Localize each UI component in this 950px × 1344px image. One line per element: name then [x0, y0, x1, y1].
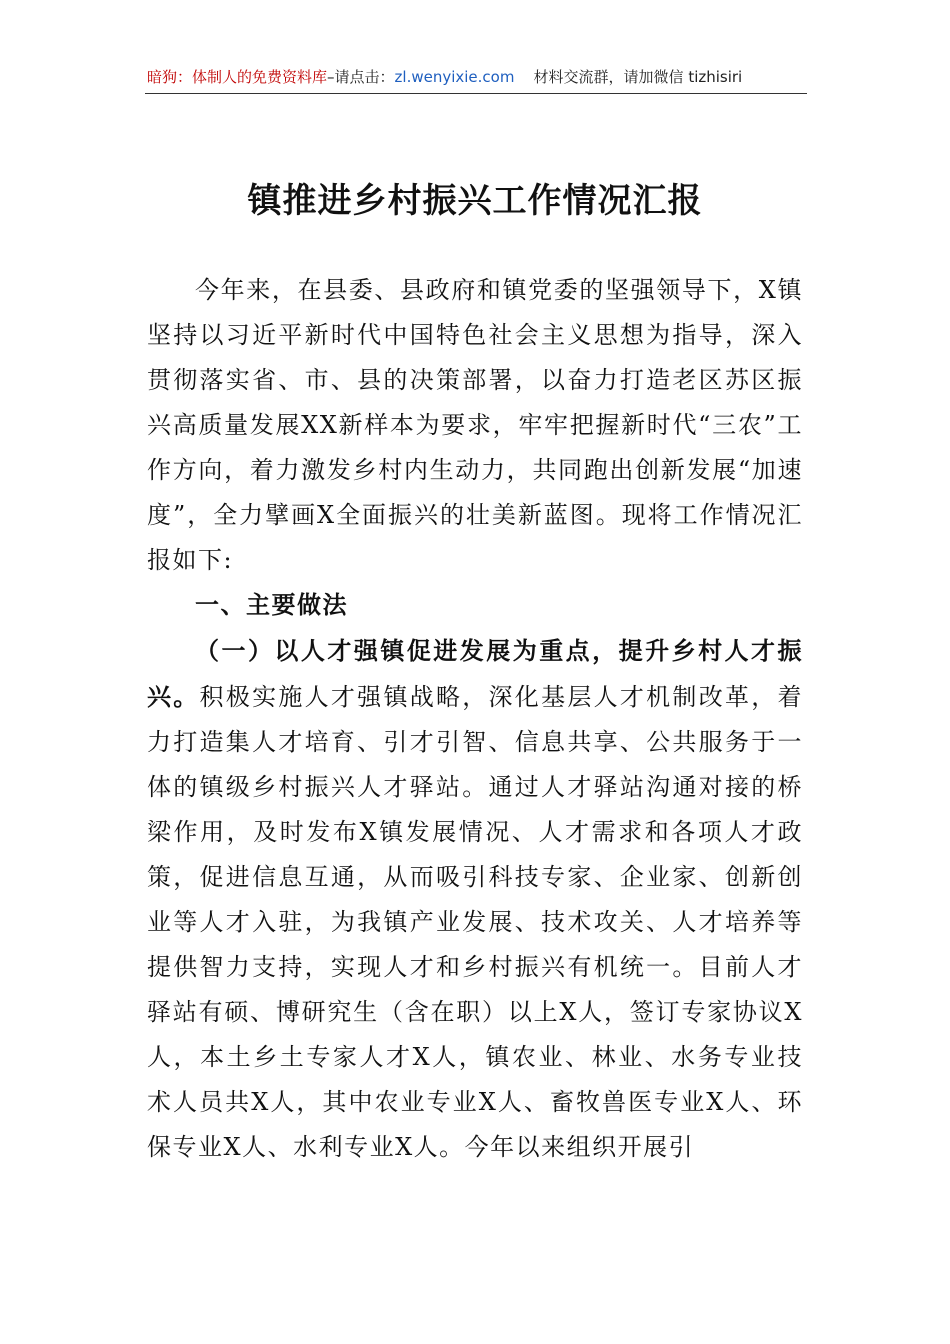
subsection-body: 积极实施人才强镇战略，深化基层人才机制改革，着力打造集人才培育、引才引智、信息共享、公共服务于一体的镇级乡村振兴人才驿站。通过人才驿站沟通对接的桥梁作用，及时发布X镇发展情况、人才需求和各项人才政策，促进信息互通，从而吸引科技专家、企业家、创新创业等人才入驻，为我镇产业发展、技术攻关、人才培养等提供智力支持，实现人才和乡村振兴有机统一。目前人才驿站有硕、博研究生（含在职）以上X人，签订专家协议X人，本土乡土专家人才X人，镇农业、林业、水务专业技术人员共X人，其中农业专业X人、畜牧兽医专业X人、环保专业X人、水利专业X人。今年以来组织开展引	[147, 683, 804, 1161]
subsection-lead: （一）以人才强镇促进发展为重点，提升乡村人才振兴。	[147, 636, 803, 711]
document-body	[147, 268, 803, 1170]
site-url-link[interactable]: zl.wenyixie.com	[394, 68, 515, 86]
section-heading: 一、主要做法	[195, 591, 348, 619]
wechat-note: 材料交流群，请加微信 tizhisiri	[533, 68, 743, 86]
page-header	[147, 66, 807, 88]
intro-paragraph: 今年来，在县委、县政府和镇党委的坚强领导下，X镇坚持以习近平新时代中国特色社会主义思想为指导，深入贯彻落实省、市、县的决策部署，以奋力打造老区苏区振兴高质量发展XX新样本为要求，牢牢把握新时代“三农”工作方向，着力激发乡村内生动力，共同跑出创新发展“加速度”，全力擘画X全面振兴的壮美新蓝图。现将工作情况汇报如下:	[147, 276, 803, 574]
site-label: 暗狗：体制人的免费资料库	[147, 68, 328, 86]
header-divider	[145, 93, 807, 94]
click-prompt: –请点击：	[327, 68, 395, 86]
document-title: 镇推进乡村振兴工作情况汇报	[247, 181, 703, 221]
subsection-paragraph	[147, 628, 803, 1170]
